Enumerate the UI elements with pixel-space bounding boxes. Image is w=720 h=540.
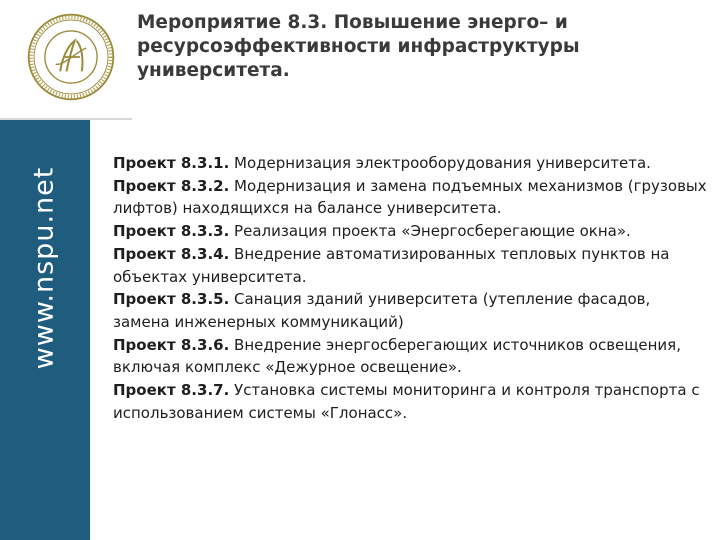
title-line: Мероприятие 8.3. Повышение энерго– и bbox=[137, 12, 568, 33]
project-text: Модернизация электрооборудования университета. bbox=[229, 154, 651, 172]
title-line: университета. bbox=[137, 60, 290, 81]
project-item bbox=[113, 288, 708, 333]
logo-panel bbox=[0, 0, 132, 118]
project-label: Проект 8.3.7. bbox=[113, 381, 230, 400]
page-title bbox=[137, 11, 697, 83]
project-text: Модернизация и замена подъемных механизмов (грузовых лифтов) находящихся на балансе университета. bbox=[113, 176, 707, 218]
project-item bbox=[113, 152, 708, 175]
project-list bbox=[113, 152, 708, 424]
project-label: Проект 8.3.3. bbox=[113, 222, 230, 241]
project-item bbox=[113, 220, 708, 243]
project-text: Санация зданий университета (утепление фасадов, замена инженерных коммуникаций) bbox=[113, 290, 651, 331]
project-text: Установка системы мониторинга и контроля транспорта с использованием системы «Глонасс». bbox=[113, 381, 700, 422]
site-url-label: www.nspu.net bbox=[28, 166, 60, 370]
project-item bbox=[113, 175, 708, 220]
university-crest-icon bbox=[26, 12, 116, 102]
project-item bbox=[113, 243, 708, 288]
project-item bbox=[113, 334, 708, 379]
project-item bbox=[113, 379, 708, 424]
logo-divider bbox=[0, 118, 132, 120]
project-text: Внедрение автоматизированных тепловых пунктов на объектах университета. bbox=[113, 244, 670, 286]
project-label: Проект 8.3.5. bbox=[113, 290, 230, 309]
project-label: Проект 8.3.1. bbox=[113, 154, 230, 172]
project-text: Реализация проекта «Энергосберегающие окна». bbox=[229, 222, 631, 241]
title-line: ресурсоэффективности инфраструктуры bbox=[137, 36, 580, 57]
project-label: Проект 8.3.6. bbox=[113, 335, 230, 354]
project-text: Внедрение энергосберегающих источников освещения, включая комплекс «Дежурное освещение». bbox=[113, 335, 681, 377]
project-label: Проект 8.3.4. bbox=[113, 244, 230, 263]
project-label: Проект 8.3.2. bbox=[113, 176, 230, 195]
